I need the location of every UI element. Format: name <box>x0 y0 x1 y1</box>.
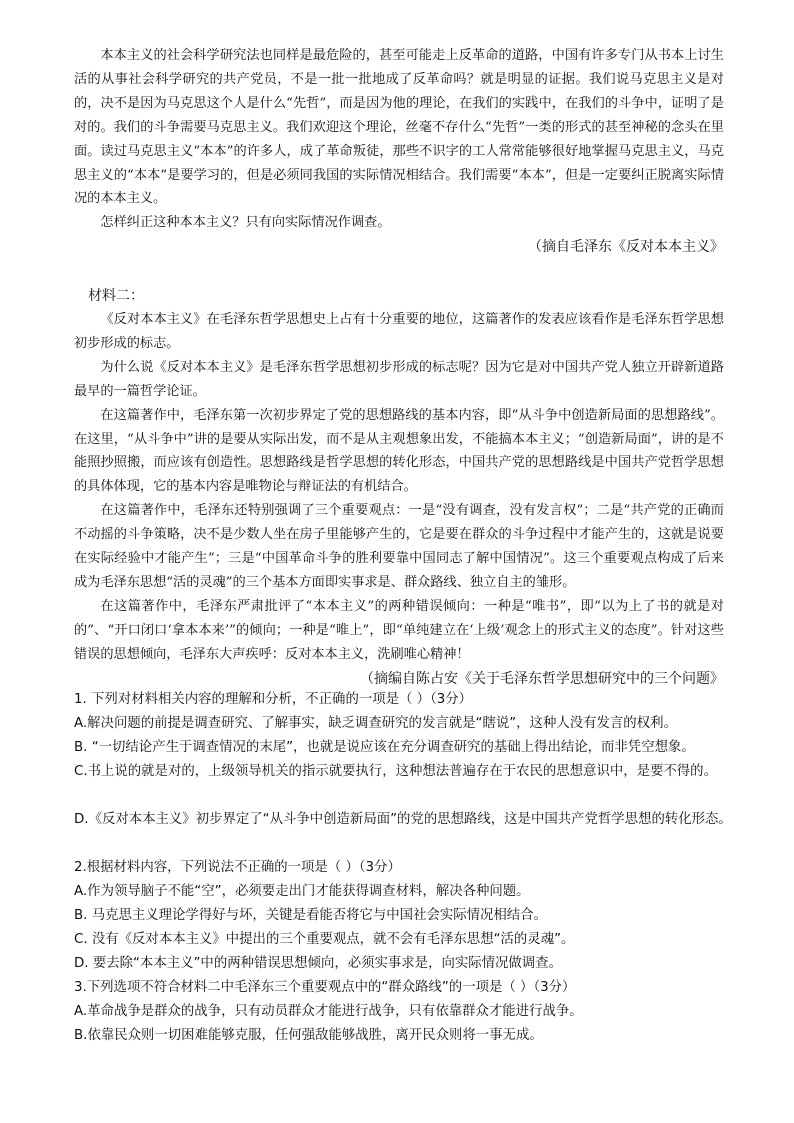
answer-option: A.作为领导脑子不能“空”，必须要走出门才能获得调查材料，解决各种问题。 <box>74 884 530 899</box>
answer-option: D. 要去除“本本主义”中的两种错误思想倾向，必须实事求是，向实际情况做调查。 <box>74 956 562 971</box>
source-citation: （摘编自陈占安《关于毛泽东哲学思想研究中的三个问题》 <box>360 670 724 687</box>
material-two <box>74 284 724 691</box>
paragraph: 为什么说《反对本本主义》是毛泽东哲学思想初步形成的标志呢？因为它是对中国共产党人独立开辟新道路最早的一篇哲学论证。 <box>74 359 724 399</box>
question-stem: 3.下列选项不符合材料二中毛泽东三个重要观点中的“群众路线”的一项是（ ）（3分） <box>74 980 576 995</box>
answer-option: D.《反对本本主义》初步界定了“从斗争中创造新局面”的党的思想路线，这是中国共产党哲学思想的转化形态。 <box>74 812 732 827</box>
source-citation: （摘自毛泽东《反对本本主义》 <box>528 239 724 256</box>
question-stem: 1. 下列对材料相关内容的理解和分析，不正确的一项是（ ）（3分） <box>74 692 473 707</box>
answer-option: B.依靠民众则一切困难能够克服，任何强敌能够战胜，离开民众则将一事无成。 <box>74 1028 543 1043</box>
answer-option: B. 马克思主义理论学得好与坏，关键是看能否将它与中国社会实际情况相结合。 <box>74 908 547 923</box>
section-label: 材料二： <box>88 288 144 304</box>
paragraph: 在这篇著作中，毛泽东还特别强调了三个重要观点：一是“没有调查，没有发言权”；二是“共产党的正确而不动摇的斗争策略，决不是少数人坐在房子里能够产生的，它是要在群众的斗争过程中才能产生的，这就是说要在实际经验中才能产生”；三是“中国革命斗争的胜利要靠中国同志了解中国情况”。这三个重要观点构成了后来成为毛泽东思想“活的灵魂”的三个基本方面即实事求是、群众路线、独立自主的雏形。 <box>74 503 724 590</box>
answer-option: C. 没有《反对本本主义》中提出的三个重要观点，就不会有毛泽东思想“活的灵魂”。 <box>74 932 575 947</box>
answer-option: A.解决问题的前提是调查研究、了解事实，缺乏调查研究的发言就是“瞎说”，这种人没有发言的权利。 <box>74 716 677 731</box>
paragraph: 本本主义的社会科学研究法也同样是最危险的，甚至可能走上反革命的道路，中国有许多专门从书本上讨生活的从事社会科学研究的共产党员，不是一批一批地成了反革命吗？就是明显的证据。我们说马克思主义是对的，决不是因为马克思这个人是什么“先哲”，而是因为他的理论，在我们的实践中，在我们的斗争中，证明了是对的。我们的斗争需要马克思主义。我们欢迎这个理论，丝毫不存什么“先哲”一类的形式的甚至神秘的念头在里面。读过马克思主义“本本”的许多人，成了革命叛徒，那些不识字的工人常常能够很好地掌握马克思主义，马克思主义的“本本”是要学习的，但是必须同我国的实际情况相结合。我们需要“本本”，但是一定要纠正脱离实际情况的本本主义。 <box>74 48 724 207</box>
answer-option: B. “一切结论产生于调查情况的末尾”，也就是说应该在充分调查研究的基础上得出结论，而非凭空想象。 <box>74 740 695 755</box>
paragraph: 在这篇著作中，毛泽东第一次初步界定了党的思想路线的基本内容，即“从斗争中创造新局面的思想路线”。在这里，“从斗争中”讲的是要从实际出发，而不是从主观想象出发，不能搞本本主义；“创造新局面”，讲的是不能照抄照搬，而应该有创造性。思想路线是哲学思想的转化形态，中国共产党的思想路线是中国共产党哲学思想的具体体现，它的基本内容是唯物论与辩证法的有机结合。 <box>74 407 724 495</box>
answer-option: C.书上说的就是对的，上级领导机关的指示就要执行，这种想法普遍存在于农民的思想意识中，是要不得的。 <box>74 764 717 779</box>
question-stem: 2.根据材料内容，下列说法不正确的一项是（ ）（3分） <box>74 860 401 875</box>
paragraph: 怎样纠正这种本本主义？只有向实际情况作调查。 <box>100 215 391 231</box>
paragraph: 在这篇著作中，毛泽东严肃批评了“本本主义”的两种错误倾向：一种是“唯书”，即“以为上了书的就是对的”、“开口闭口‘拿本本来’”的倾向；一种是“唯上”，即“单纯建立在‘上级’观念上的形式主义的态度”。针对这些错误的思想倾向，毛泽东大声疾呼：反对本本主义，洗刷唯心精神！ <box>74 598 724 662</box>
answer-option: A.革命战争是群众的战争，只有动员群众才能进行战争，只有依靠群众才能进行战争。 <box>74 1004 583 1019</box>
material-one <box>74 44 724 259</box>
paragraph: 《反对本本主义》在毛泽东哲学思想史上占有十分重要的地位，这篇著作的发表应该看作是毛泽东哲学思想初步形成的标志。 <box>74 312 724 351</box>
